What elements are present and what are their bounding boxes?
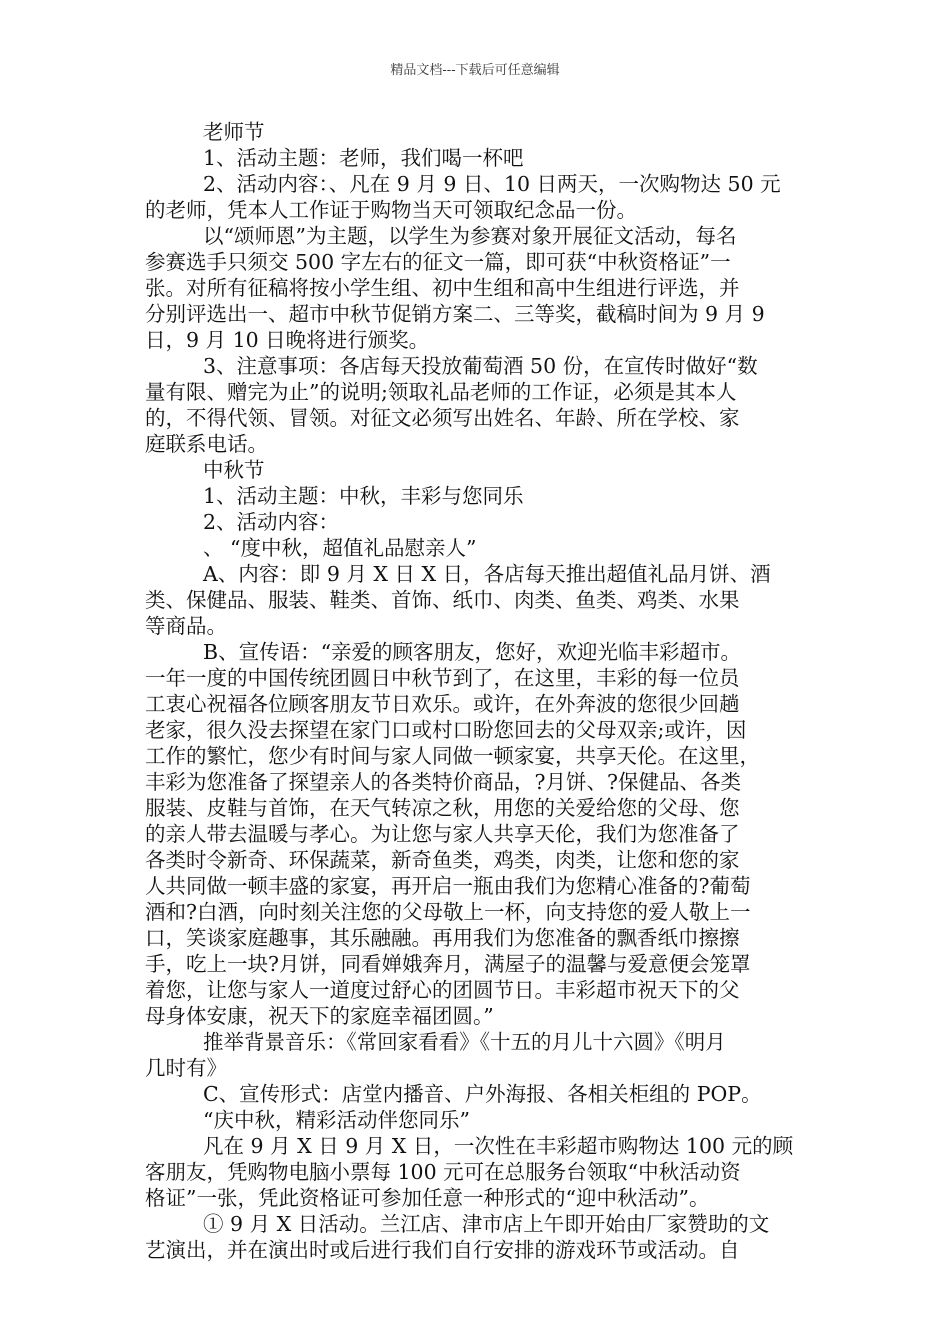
document-line: 客朋友，凭购物电脑小票每 100 元可在总服务台领取“中秋活动资 bbox=[145, 1160, 741, 1184]
document-line: 中秋节 bbox=[203, 458, 265, 482]
document-line: 类、保健品、服装、鞋类、首饰、纸巾、肉类、鱼类、鸡类、水果 bbox=[145, 588, 740, 612]
document-line: 老家，很久没去探望在家门口或村口盼您回去的父母双亲;或许，因 bbox=[145, 718, 747, 742]
document-line: 的老师，凭本人工作证于购物当天可领取纪念品一份。 bbox=[145, 198, 637, 222]
document-line: 1、活动主题：中秋，丰彩与您同乐 bbox=[203, 484, 524, 508]
document-line: 口，笑谈家庭趣事，其乐融融。再用我们为您准备的飘香纸巾擦擦 bbox=[145, 926, 740, 950]
document-line: 服装、皮鞋与首饰，在天气转凉之秋，用您的关爱给您的父母、您 bbox=[145, 796, 740, 820]
document-line: C、宣传形式：店堂内播音、户外海报、各相关柜组的 POP。 bbox=[203, 1082, 762, 1106]
document-line: 几时有》 bbox=[145, 1056, 227, 1080]
document-line: 一年一度的中国传统团圆日中秋节到了，在这里，丰彩的每一位员 bbox=[145, 666, 740, 690]
document-line: 着您，让您与家人一道度过舒心的团圆节日。丰彩超市祝天下的父 bbox=[145, 978, 740, 1002]
document-line: 庭联系电话。 bbox=[145, 432, 268, 456]
document-line: 分别评选出一、超市中秋节促销方案二、三等奖，截稿时间为 9 月 9 bbox=[145, 302, 765, 326]
document-line: 张。对所有征稿将按小学生组、初中生组和高中生组进行评选，并 bbox=[145, 276, 740, 300]
document-line: 推举背景音乐：《常回家看看》《十五的月儿十六圆》《明月 bbox=[203, 1030, 726, 1054]
document-line: 丰彩为您准备了探望亲人的各类特价商品，?月饼、?保健品、各类 bbox=[145, 770, 741, 794]
document-line: 工作的繁忙，您少有时间与家人同做一顿家宴，共享天伦。在这里， bbox=[145, 744, 760, 768]
document-line: “庆中秋，精彩活动伴您同乐” bbox=[203, 1108, 470, 1132]
document-line: 2、活动内容：、凡在 9 月 9 日、10 日两天，一次购物达 50 元 bbox=[203, 172, 781, 196]
document-line: ① 9 月 X 日活动。兰江店、津市店上午即开始由厂家赞助的文 bbox=[203, 1212, 770, 1236]
document-line: 艺演出，并在演出时或后进行我们自行安排的游戏环节或活动。自 bbox=[145, 1238, 740, 1262]
document-line: 的，不得代领、冒领。对征文必须写出姓名、年龄、所在学校、家 bbox=[145, 406, 740, 430]
document-line: 日，9 月 10 日晚将进行颁奖。 bbox=[145, 328, 430, 352]
document-line: 凡在 9 月 X 日 9 月 X 日，一次性在丰彩超市购物达 100 元的顾 bbox=[203, 1134, 794, 1158]
document-line: 1、活动主题：老师，我们喝一杯吧 bbox=[203, 146, 524, 170]
document-line: 等商品。 bbox=[145, 614, 227, 638]
document-line: 老师节 bbox=[203, 120, 265, 144]
document-line: B、宣传语：“亲爱的顾客朋友，您好，欢迎光临丰彩超市。 bbox=[203, 640, 742, 664]
document-line: 量有限、赠完为止”的说明;领取礼品老师的工作证，必须是其本人 bbox=[145, 380, 737, 404]
document-line: 手，吃上一块?月饼，同看婵娥奔月，满屋子的温馨与爱意便会笼罩 bbox=[145, 952, 751, 976]
document-line: 格证”一张，凭此资格证可参加任意一种形式的“迎中秋活动”。 bbox=[145, 1186, 710, 1210]
page-header: 精品文档---下载后可任意编辑 bbox=[390, 63, 560, 78]
document-line: 人共同做一顿丰盛的家宴，再开启一瓶由我们为您精心准备的?葡萄 bbox=[145, 874, 751, 898]
document-body bbox=[145, 119, 805, 1263]
document-line: 3、注意事项：各店每天投放葡萄酒 50 份，在宣传时做好“数 bbox=[203, 354, 758, 378]
document-line: 酒和?白酒，向时刻关注您的父母敬上一杯，向支持您的爱人敬上一 bbox=[145, 900, 751, 924]
document-line: A、内容：即 9 月 X 日 X 日，各店每天推出超值礼品月饼、酒 bbox=[203, 562, 771, 586]
document-line: 母身体安康，祝天下的家庭幸福团圆。” bbox=[145, 1004, 494, 1028]
document-line: 2、活动内容： bbox=[203, 510, 340, 534]
document-line: 的亲人带去温暖与孝心。为让您与家人共享天伦，我们为您准备了 bbox=[145, 822, 740, 846]
document-line: 参赛选手只须交 500 字左右的征文一篇，即可获“中秋资格证”一 bbox=[145, 250, 731, 274]
document-line: 工衷心祝福各位顾客朋友节日欢乐。或许，在外奔波的您很少回趟 bbox=[145, 692, 740, 716]
document-line: 以“颂师恩”为主题，以学生为参赛对象开展征文活动，每名 bbox=[203, 224, 737, 248]
document-line: 各类时令新奇、环保蔬菜，新奇鱼类，鸡类，肉类，让您和您的家 bbox=[145, 848, 740, 872]
document-line: 、 “度中秋，超值礼品慰亲人” bbox=[203, 536, 477, 560]
